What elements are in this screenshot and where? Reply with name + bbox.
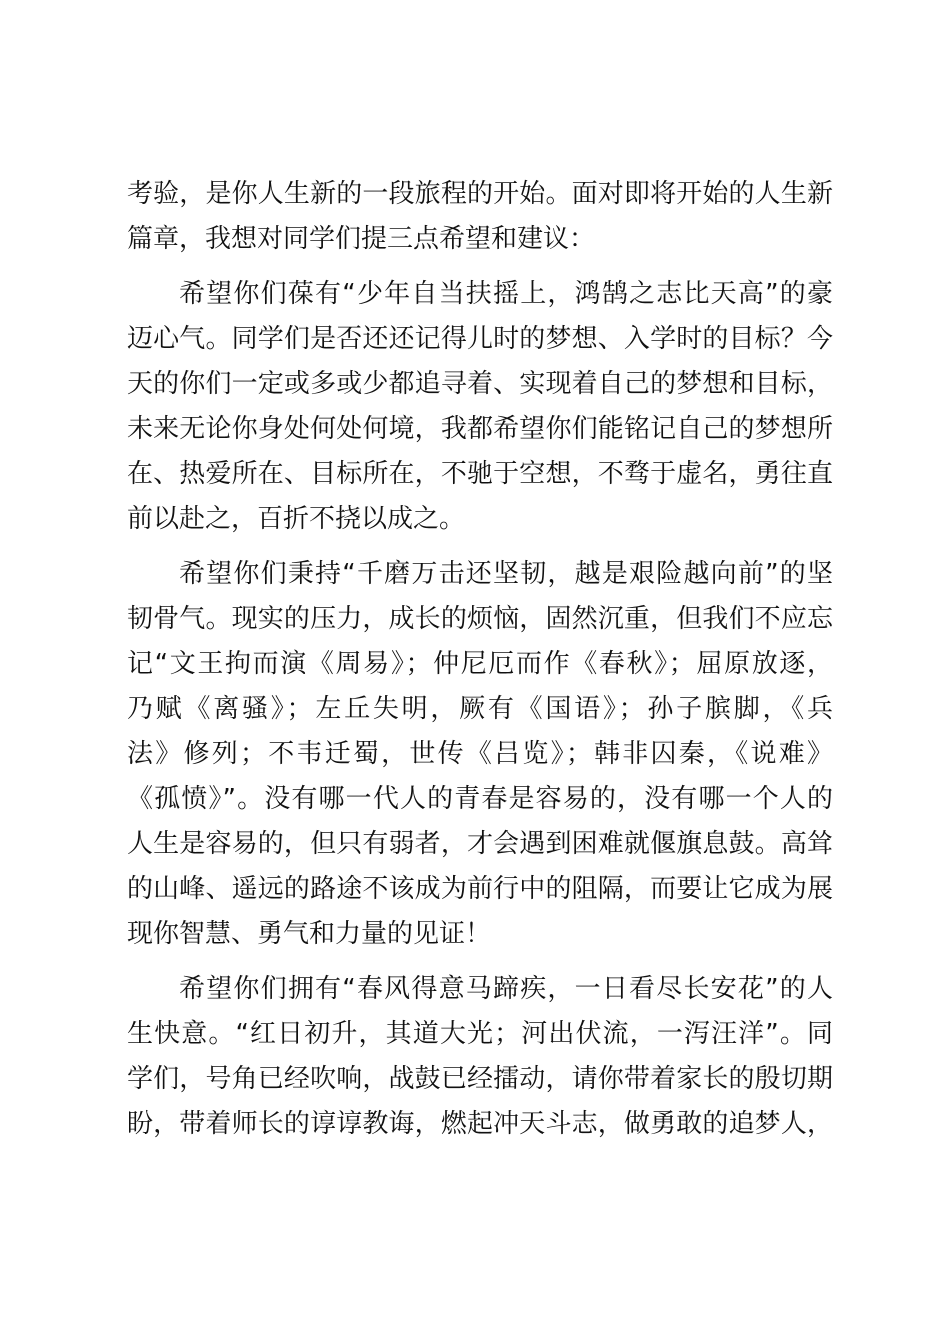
paragraph-hope-resilience [127, 552, 833, 957]
text-line: 的山峰、遥远的路途不该成为前行中的阻隔，而要让它成为展 [127, 874, 833, 904]
text-line: 前以赴之，百折不挠以成之。 [127, 504, 466, 534]
text-line: 《孤愤》”。没有哪一代人的青春是容易的，没有哪一个人的 [127, 784, 833, 814]
text-line: 天的你们一定或多或少都追寻着、实现着自己的梦想和目标， [127, 369, 833, 399]
text-line: 盼，带着师长的谆谆教诲，燃起冲天斗志，做勇敢的追梦人， [127, 1109, 833, 1139]
text-line: 现你智慧、勇气和力量的见证！ [127, 919, 492, 949]
text-line: 生快意。“红日初升，其道大光；河出伏流，一泻汪洋”。同 [127, 1019, 833, 1049]
paragraph-intro [127, 172, 833, 262]
paragraph-hope-ambition [127, 272, 833, 542]
text-line: 乃赋《离骚》；左丘失明，厥有《国语》；孙子膑脚，《兵 [127, 694, 833, 724]
text-line: 篇章，我想对同学们提三点希望和建议： [127, 224, 596, 254]
text-line: 希望你们秉持“千磨万击还坚韧，越是艰险越向前”的坚 [179, 559, 833, 589]
text-line: 记“文王拘而演《周易》；仲尼厄而作《春秋》；屈原放逐， [127, 649, 833, 679]
text-line: 法》修列；不韦迁蜀，世传《吕览》；韩非囚秦，《说难》 [127, 739, 833, 769]
text-line: 在、热爱所在、目标所在，不驰于空想，不骛于虚名，勇往直 [127, 459, 833, 489]
text-line: 希望你们葆有“少年自当扶摇上，鸿鹄之志比天高”的豪 [179, 279, 833, 309]
text-line: 希望你们拥有“春风得意马蹄疾，一日看尽长安花”的人 [179, 974, 833, 1004]
text-line: 人生是容易的，但只有弱者，才会遇到困难就偃旗息鼓。高耸 [127, 829, 833, 859]
text-line: 韧骨气。现实的压力，成长的烦恼，固然沉重，但我们不应忘 [127, 604, 833, 634]
text-line: 迈心气。同学们是否还还记得儿时的梦想、入学时的目标？今 [127, 324, 833, 354]
text-line: 学们，号角已经吹响，战鼓已经擂动，请你带着家长的殷切期 [127, 1064, 833, 1094]
paragraph-hope-joy [127, 967, 833, 1147]
document-body [127, 172, 833, 1147]
text-line: 考验，是你人生新的一段旅程的开始。面对即将开始的人生新 [127, 179, 833, 209]
text-line: 未来无论你身处何处何境，我都希望你们能铭记自己的梦想所 [127, 414, 833, 444]
